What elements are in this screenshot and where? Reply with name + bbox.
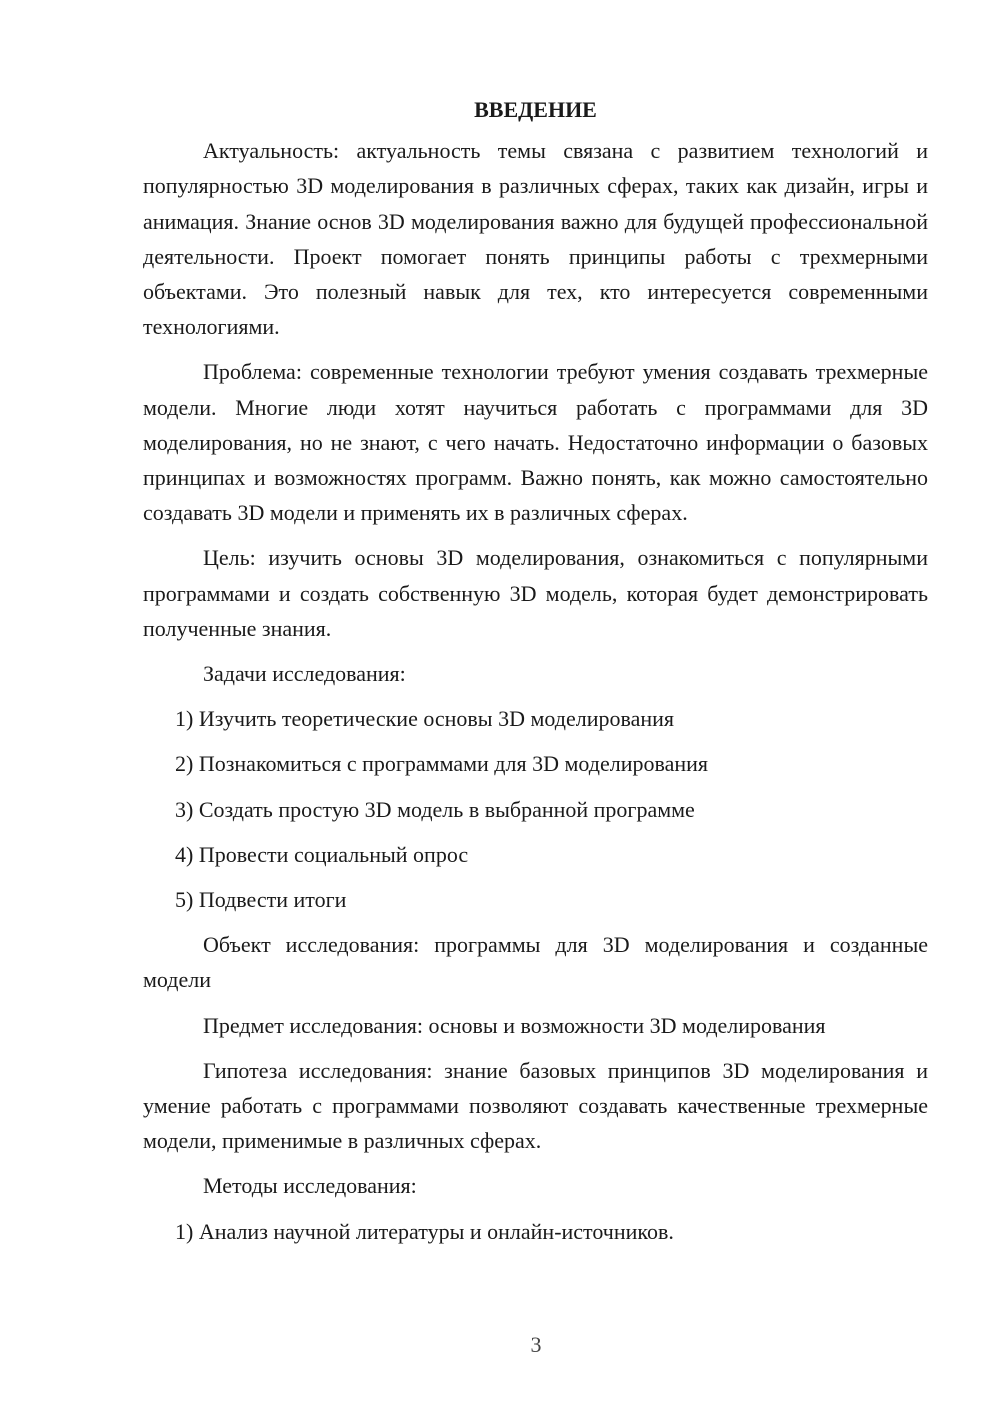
method-item: 1) Анализ научной литературы и онлайн-источников. <box>175 1218 674 1244</box>
object-paragraph: Объект исследования: программы для 3D моделирования и созданные модели <box>143 932 928 993</box>
task-item: 5) Подвести итоги <box>175 887 347 913</box>
section-title: ВВЕДЕНИЕ <box>474 97 597 122</box>
methods-heading: Методы исследования: <box>203 1173 417 1199</box>
document-page <box>143 92 928 1259</box>
goal-paragraph: Цель: изучить основы 3D моделирования, ознакомиться с популярными программами и создать собственную 3D модель, которая будет демонстрировать полученные знания. <box>143 545 928 641</box>
task-item: 3) Создать простую 3D модель в выбранной программе <box>175 796 695 822</box>
task-item: 2) Познакомиться с программами для 3D моделирования <box>175 751 709 777</box>
problem-paragraph: Проблема: современные технологии требуют умения создавать трехмерные модели. Многие люди хотят научиться работать с программами для 3D моделирования, но не знают, с чего начать. Недостаточно информации о базовых принципах и возможностях программ. Важно понять, как можно самостоятельно создавать 3D модели и применять их в различных сферах. <box>143 359 928 526</box>
hypothesis-paragraph: Гипотеза исследования: знание базовых принципов 3D моделирования и умение работать с программами позволяют создавать качественные трехмерные модели, применимые в различных сферах. <box>143 1057 928 1154</box>
relevance-paragraph: Актуальность: актуальность темы связана с развитием технологий и популярностью 3D моделирования в различных сферах, таких как дизайн, игры и анимация. Знание основ 3D моделирования важно для будущей профессиональной деятельности. Проект помогает понять принципы работы с трехмерными объектами. Это полезный навык для тех, кто интересуется современными технологиями. <box>143 138 928 340</box>
page-number: 3 <box>530 1332 542 1357</box>
task-item: 4) Провести социальный опрос <box>175 841 469 867</box>
tasks-heading: Задачи исследования: <box>203 661 406 687</box>
task-item: 1) Изучить теоретические основы 3D моделирования <box>175 706 674 732</box>
subject-paragraph: Предмет исследования: основы и возможности 3D моделирования <box>203 1012 826 1038</box>
